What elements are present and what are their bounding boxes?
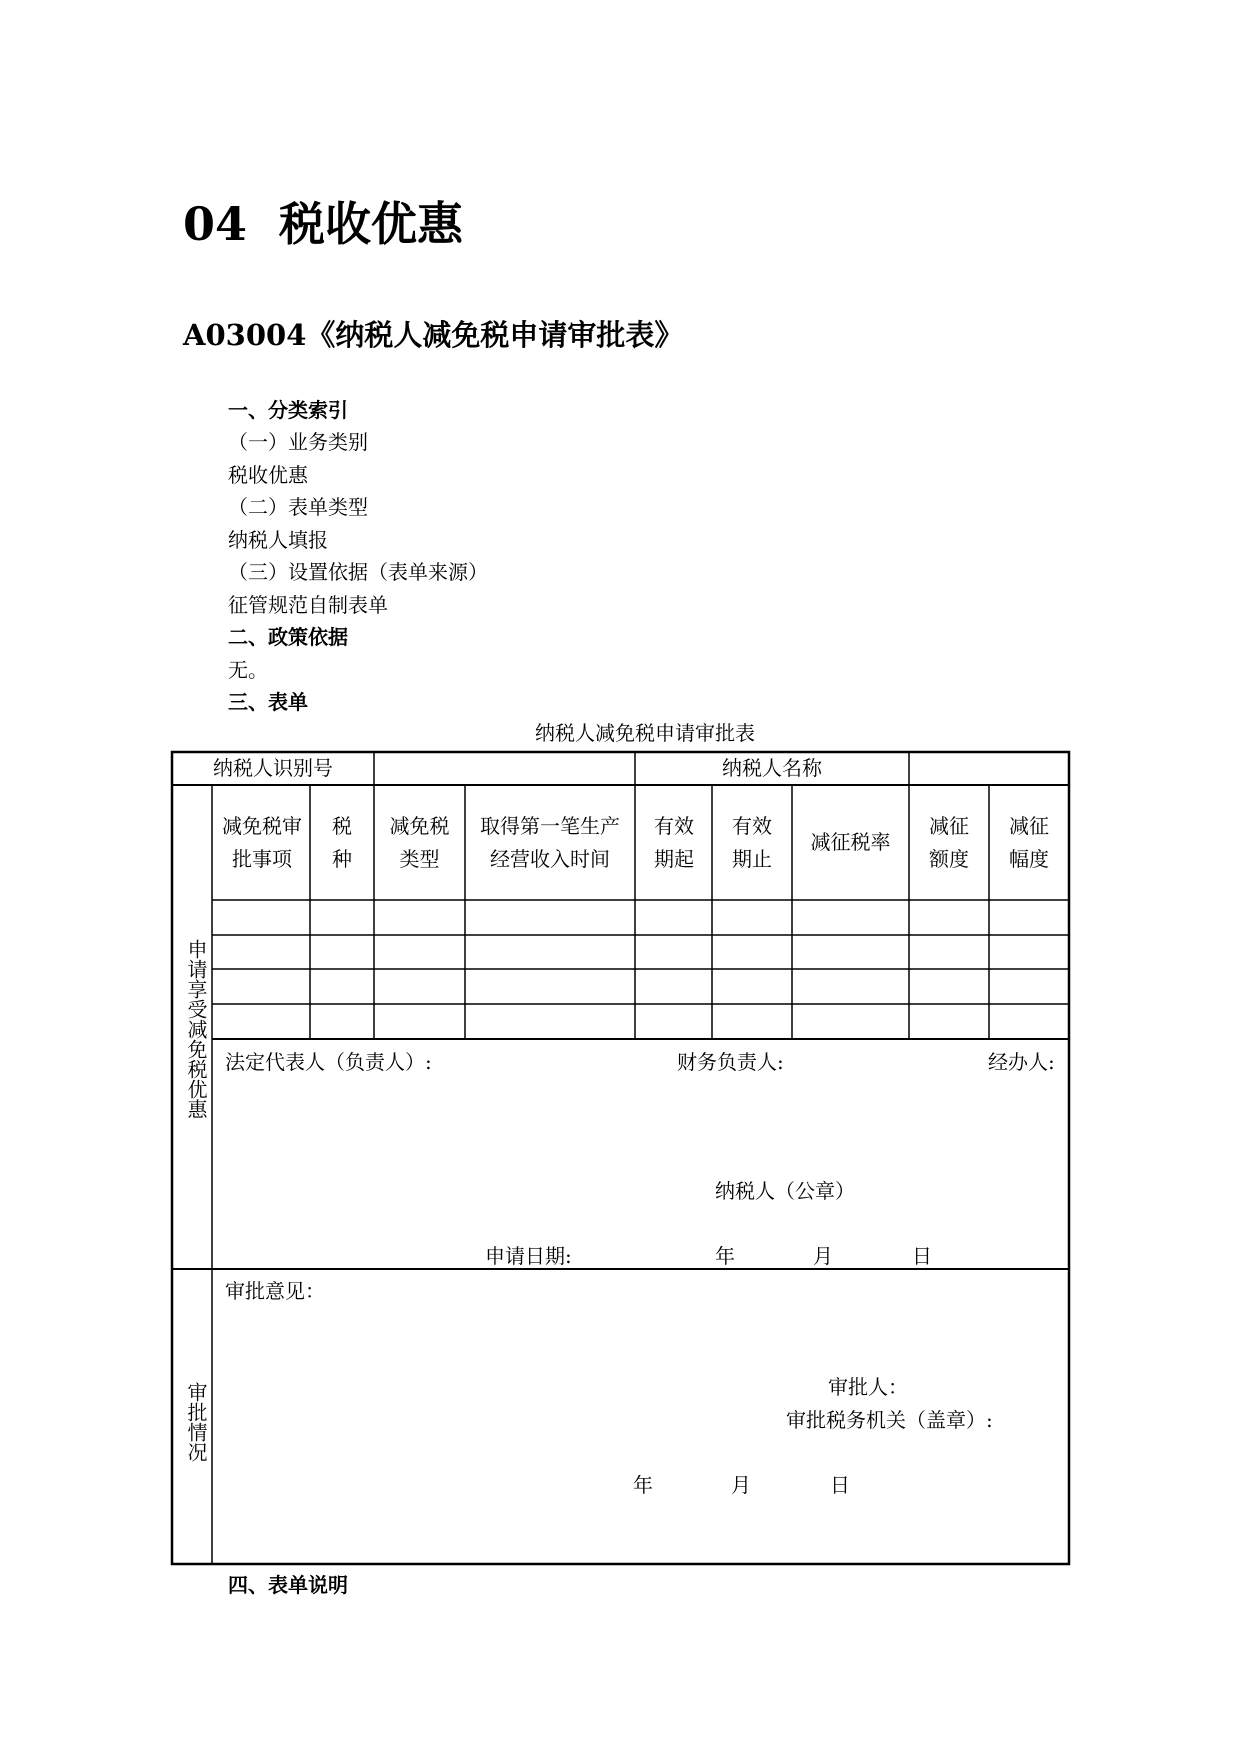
- approval-opinion-label: 审批意见：: [225, 1279, 325, 1303]
- apply-year-label: 年: [715, 1244, 735, 1268]
- approve-year-label: 年: [633, 1473, 653, 1497]
- section-1-2: （二）表单类型: [228, 495, 368, 519]
- finance-label: 财务负责人:: [677, 1050, 784, 1074]
- approval-authority-label: 审批税务机关（盖章）:: [786, 1408, 993, 1432]
- approve-month-label: 月: [731, 1473, 751, 1497]
- table-caption: 纳税人减免税申请审批表: [535, 721, 755, 745]
- section-1-1-value: 税收优惠: [228, 463, 308, 487]
- legal-rep-label: 法定代表人（负责人）:: [225, 1050, 432, 1074]
- apply-month-label: 月: [813, 1244, 833, 1268]
- section-1-3: （三）设置依据（表单来源）: [228, 560, 488, 584]
- col-header-valid-from: 有效期起: [654, 813, 694, 871]
- handler-label: 经办人:: [988, 1050, 1055, 1074]
- section-2-value: 无。: [228, 658, 268, 682]
- apply-date-label: 申请日期:: [485, 1244, 572, 1268]
- taxpayer-seal-label: 纳税人（公章）: [715, 1179, 855, 1203]
- chapter-title: 税收优惠: [279, 197, 464, 251]
- side-label-apply: 申请享受减免税优惠: [184, 939, 208, 1119]
- apply-day-label: 日: [912, 1244, 932, 1268]
- col-header-tax-type: 税种: [332, 813, 352, 871]
- col-header-approval-item: 减免税审批事项: [222, 813, 302, 871]
- taxpayer-name-field[interactable]: [909, 752, 1069, 785]
- section-1-2-value: 纳税人填报: [228, 528, 328, 552]
- taxpayer-id-field[interactable]: [374, 752, 635, 785]
- taxpayer-id-label: 纳税人识别号: [213, 756, 333, 780]
- col-header-reduction-type: 减免税类型: [389, 813, 450, 871]
- section-3-heading: 三、表单: [228, 690, 308, 714]
- section-1-heading: 一、分类索引: [228, 398, 348, 422]
- section-2-heading: 二、政策依据: [228, 625, 348, 649]
- form-title: A03004《纳税人减免税申请审批表》: [183, 318, 684, 352]
- approver-label: 审批人：: [828, 1375, 908, 1399]
- col-header-reduced-rate: 减征税率: [810, 830, 891, 854]
- chapter-number: 04: [183, 197, 248, 251]
- section-4-heading: 四、表单说明: [228, 1573, 348, 1597]
- taxpayer-name-label: 纳税人名称: [722, 756, 822, 780]
- col-header-valid-to: 有效期止: [732, 813, 772, 871]
- section-1-3-value: 征管规范自制表单: [228, 593, 388, 617]
- side-label-approve: 审批情况: [184, 1382, 208, 1462]
- section-1-1: （一）业务类别: [228, 430, 368, 454]
- col-header-reduced-range: 减征幅度: [1009, 813, 1049, 871]
- col-header-reduced-amount: 减征额度: [929, 813, 969, 871]
- approve-day-label: 日: [830, 1473, 850, 1497]
- col-header-first-income-time: 取得第一笔生产经营收入时间: [480, 813, 620, 871]
